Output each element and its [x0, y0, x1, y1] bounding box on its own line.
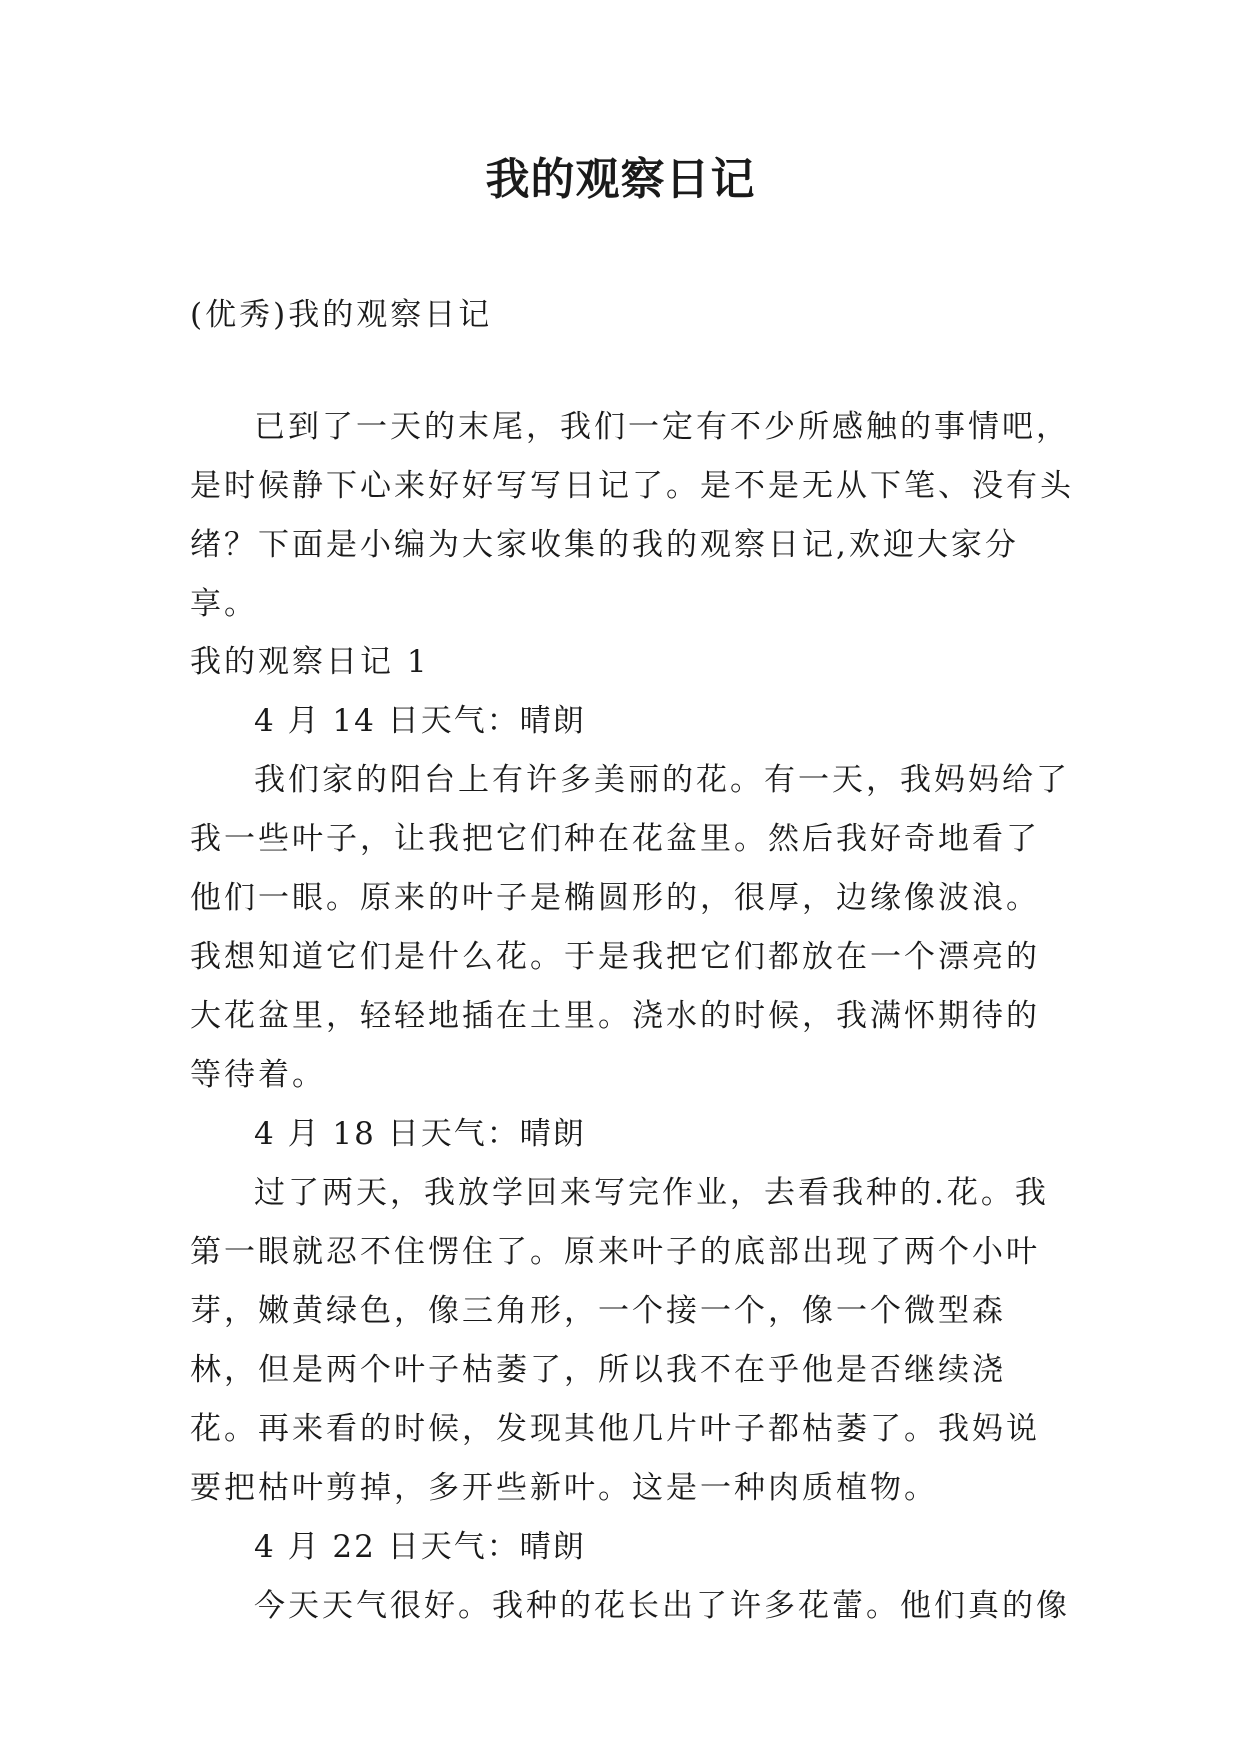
entry-text: 今天天气很好。我种的花长出了许多花蕾。他们真的像: [254, 1588, 1070, 1624]
entry-date: 4 月 18 日天气：晴朗: [254, 1116, 586, 1152]
entry-date: 4 月 14 日天气：晴朗: [254, 703, 586, 739]
diary-content: [190, 633, 1070, 1636]
intro-paragraph: 已到了一天的末尾，我们一定有不少所感触的事情吧，是时候静下心来好好写写日记了。是不是无从下笔、没有头绪？下面是小编为大家收集的我的观察日记,欢迎大家分享。: [190, 409, 1074, 622]
document-subtitle: (优秀)我的观察日记: [190, 297, 493, 333]
document-title: 我的观察日记: [485, 154, 756, 205]
entry-text: 过了两天，我放学回来写完作业，去看我种的.花。我第一眼就忍不住愣住了。原来叶子的底部出现了两个小叶芽，嫩黄绿色，像三角形，一个接一个，像一个微型森林，但是两个叶子枯萎了，所以我不在乎他是否继续浇花。再来看的时候，发现其他几片叶子都枯萎了。我妈说要把枯叶剪掉，多开些新叶。这是一种肉质植物。: [190, 1175, 1049, 1506]
section-heading: 我的观察日记 1: [190, 644, 430, 680]
entry-date: 4 月 22 日天气：晴朗: [254, 1529, 586, 1565]
entry-text: 我们家的阳台上有许多美丽的花。有一天，我妈妈给了我一些叶子，让我把它们种在花盆里。然后我好奇地看了他们一眼。原来的叶子是椭圆形的，很厚，边缘像波浪。我想知道它们是什么花。于是我把它们都放在一个漂亮的大花盆里，轻轻地插在土里。浇水的时候，我满怀期待的等待着。: [190, 762, 1070, 1093]
